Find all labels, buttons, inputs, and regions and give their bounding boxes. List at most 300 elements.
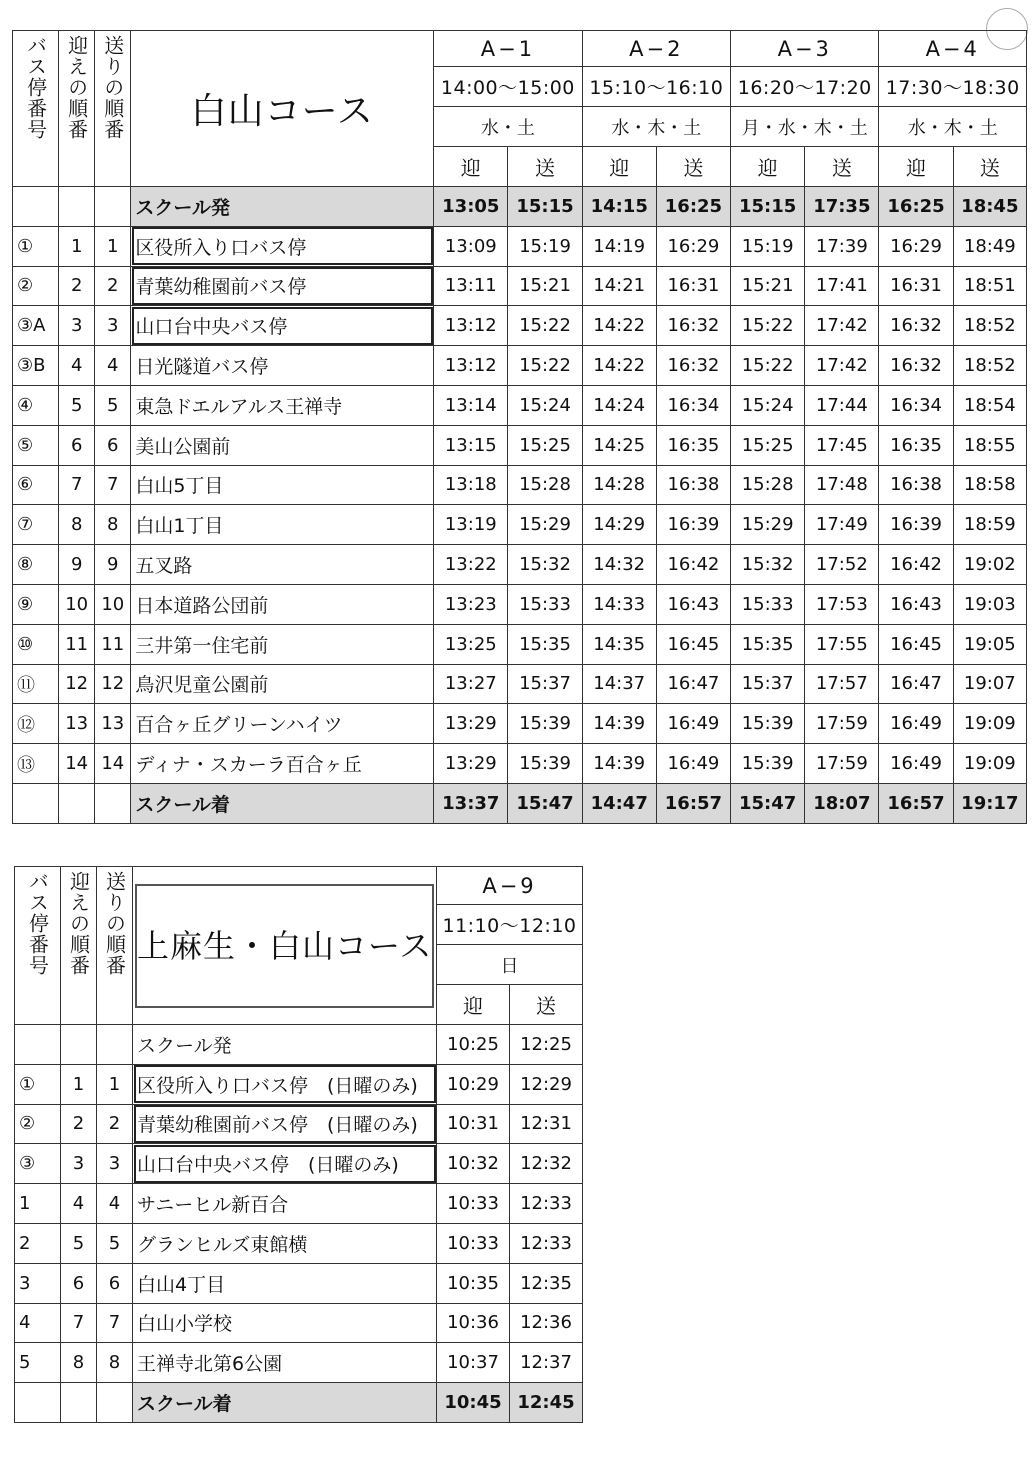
bus-stop-name: 区役所入り口バス停 <box>131 226 434 266</box>
dropoff-time: 15:22 <box>508 306 582 346</box>
bus-stop-number: ⑩ <box>13 624 59 664</box>
bus-stop-number: 5 <box>15 1343 61 1383</box>
dropoff-time: 15:32 <box>508 545 582 585</box>
pickup-time: 13:15 <box>434 425 508 465</box>
dropoff-order: 6 <box>97 1263 133 1303</box>
pickup-order: 3 <box>61 1144 97 1184</box>
run-days-a3: 月・水・木・土 <box>731 107 879 147</box>
dropoff-order: 10 <box>95 584 131 624</box>
dropoff-time: 16:32 <box>656 306 730 346</box>
table-row <box>13 226 1027 266</box>
pickup-header: 迎 <box>879 147 953 187</box>
bus-stop-name: 青葉幼稚園前バス停 <box>131 266 434 306</box>
bus-stop-number: ③ <box>15 1144 61 1184</box>
dropoff-header: 送 <box>656 147 730 187</box>
dropoff-time: 18:54 <box>953 385 1026 425</box>
pickup-order: 2 <box>61 1104 97 1144</box>
pickup-time: 13:25 <box>434 624 508 664</box>
bus-stop-name: サニーヒル新百合 <box>133 1184 437 1224</box>
pickup-time: 15:37 <box>731 664 805 704</box>
arrive-row <box>15 1383 583 1423</box>
depart-time: 12:25 <box>510 1025 583 1065</box>
run-time-a1: 14:00〜15:00 <box>434 67 582 107</box>
arrive-time: 15:47 <box>731 783 805 823</box>
run-days-a2: 水・木・土 <box>582 107 730 147</box>
pickup-time: 14:39 <box>582 704 656 744</box>
arrive-label: スクール着 <box>133 1383 437 1423</box>
dropoff-time: 19:03 <box>953 584 1026 624</box>
dropoff-time: 12:33 <box>510 1184 583 1224</box>
run-time-a9: 11:10〜12:10 <box>437 905 583 945</box>
empty-cell <box>13 783 59 823</box>
bus-stop-name: 山口台中央バス停 <box>131 306 434 346</box>
empty-cell <box>15 1383 61 1423</box>
empty-cell <box>59 187 95 227</box>
dropoff-order: 7 <box>95 465 131 505</box>
header-bus-stop-number: バス停番号 <box>15 867 61 1025</box>
pickup-time: 16:29 <box>879 226 953 266</box>
dropoff-time: 17:52 <box>805 545 879 585</box>
dropoff-time: 16:31 <box>656 266 730 306</box>
bus-stop-name: 白山1丁目 <box>131 505 434 545</box>
pickup-time: 16:32 <box>879 306 953 346</box>
depart-time: 13:05 <box>434 187 508 227</box>
empty-cell <box>97 1025 133 1065</box>
depart-row <box>13 187 1027 227</box>
header-dropoff-order: 送りの順番 <box>95 31 131 187</box>
dropoff-order: 3 <box>95 306 131 346</box>
dropoff-time: 15:39 <box>508 704 582 744</box>
dropoff-time: 15:33 <box>508 584 582 624</box>
dropoff-time: 12:31 <box>510 1104 583 1144</box>
table-row <box>15 1343 583 1383</box>
pickup-time: 15:21 <box>731 266 805 306</box>
pickup-order: 2 <box>59 266 95 306</box>
bus-stop-number: ⑧ <box>13 545 59 585</box>
table-row <box>13 664 1027 704</box>
pickup-time: 13:29 <box>434 704 508 744</box>
shirayama-course-timetable <box>12 30 1027 824</box>
depart-time: 10:25 <box>437 1025 510 1065</box>
pickup-header: 迎 <box>434 147 508 187</box>
dropoff-time: 12:36 <box>510 1303 583 1343</box>
pickup-time: 16:31 <box>879 266 953 306</box>
arrive-time: 13:37 <box>434 783 508 823</box>
pickup-time: 14:28 <box>582 465 656 505</box>
dropoff-order: 1 <box>95 226 131 266</box>
pickup-time: 15:32 <box>731 545 805 585</box>
bus-stop-number: ⑦ <box>13 505 59 545</box>
bus-stop-name: グランヒルズ東館横 <box>133 1223 437 1263</box>
bus-stop-name: 白山5丁目 <box>131 465 434 505</box>
dropoff-time: 17:55 <box>805 624 879 664</box>
dropoff-time: 15:19 <box>508 226 582 266</box>
pickup-time: 15:19 <box>731 226 805 266</box>
bus-stop-name: 山口台中央バス停 (日曜のみ) <box>133 1144 437 1184</box>
table-row <box>13 584 1027 624</box>
course-title: 白山コース <box>131 31 434 187</box>
pickup-time: 10:31 <box>437 1104 510 1144</box>
empty-cell <box>13 187 59 227</box>
table-row <box>15 1104 583 1144</box>
table-row <box>13 425 1027 465</box>
table-row <box>15 1184 583 1224</box>
arrive-time: 16:57 <box>656 783 730 823</box>
bus-stop-number: 4 <box>15 1303 61 1343</box>
dropoff-time: 17:41 <box>805 266 879 306</box>
dropoff-time: 15:28 <box>508 465 582 505</box>
dropoff-time: 16:42 <box>656 545 730 585</box>
header-pickup-order: 迎えの順番 <box>59 31 95 187</box>
pickup-time: 14:37 <box>582 664 656 704</box>
dropoff-time: 17:57 <box>805 664 879 704</box>
pickup-time: 13:27 <box>434 664 508 704</box>
table-row <box>13 505 1027 545</box>
bus-stop-name: 美山公園前 <box>131 425 434 465</box>
pickup-order: 1 <box>59 226 95 266</box>
dropoff-time: 18:52 <box>953 346 1026 386</box>
pickup-order: 8 <box>59 505 95 545</box>
table-row <box>13 545 1027 585</box>
pickup-time: 14:35 <box>582 624 656 664</box>
arrive-time: 19:17 <box>953 783 1026 823</box>
dropoff-time: 17:44 <box>805 385 879 425</box>
dropoff-time: 17:59 <box>805 744 879 784</box>
dropoff-time: 12:33 <box>510 1223 583 1263</box>
dropoff-time: 16:34 <box>656 385 730 425</box>
pickup-time: 13:09 <box>434 226 508 266</box>
depart-time: 15:15 <box>508 187 582 227</box>
dropoff-order: 8 <box>95 505 131 545</box>
dropoff-time: 16:49 <box>656 744 730 784</box>
run-days-a1: 水・土 <box>434 107 582 147</box>
pickup-time: 16:39 <box>879 505 953 545</box>
pickup-time: 15:25 <box>731 425 805 465</box>
bus-stop-number: ⑪ <box>13 664 59 704</box>
arrive-row <box>13 783 1027 823</box>
dropoff-time: 17:42 <box>805 306 879 346</box>
pickup-order: 9 <box>59 545 95 585</box>
dropoff-time: 16:29 <box>656 226 730 266</box>
table-row <box>13 266 1027 306</box>
bus-stop-name: 白山4丁目 <box>133 1263 437 1303</box>
depart-time: 16:25 <box>879 187 953 227</box>
bus-stop-name: 王禅寺北第6公園 <box>133 1343 437 1383</box>
pickup-time: 15:29 <box>731 505 805 545</box>
pickup-time: 13:12 <box>434 346 508 386</box>
pickup-time: 10:33 <box>437 1223 510 1263</box>
empty-cell <box>15 1025 61 1065</box>
dropoff-time: 17:48 <box>805 465 879 505</box>
run-code-a4: A−4 <box>879 31 1027 67</box>
bus-stop-name: 百合ヶ丘グリーンハイツ <box>131 704 434 744</box>
bus-stop-number: ⑫ <box>13 704 59 744</box>
pickup-time: 14:24 <box>582 385 656 425</box>
arrive-time: 15:47 <box>508 783 582 823</box>
dropoff-time: 16:39 <box>656 505 730 545</box>
pickup-time: 14:25 <box>582 425 656 465</box>
dropoff-order: 9 <box>95 545 131 585</box>
pickup-time: 10:32 <box>437 1144 510 1184</box>
dropoff-time: 18:58 <box>953 465 1026 505</box>
dropoff-time: 17:42 <box>805 346 879 386</box>
pickup-header: 迎 <box>582 147 656 187</box>
dropoff-order: 2 <box>97 1104 133 1144</box>
empty-cell <box>97 1383 133 1423</box>
pickup-time: 13:18 <box>434 465 508 505</box>
dropoff-time: 16:49 <box>656 704 730 744</box>
run-code-a3: A−3 <box>731 31 879 67</box>
dropoff-time: 12:29 <box>510 1064 583 1104</box>
pickup-time: 15:22 <box>731 346 805 386</box>
table-row <box>13 385 1027 425</box>
bus-stop-number: ⑥ <box>13 465 59 505</box>
bus-stop-number: ① <box>13 226 59 266</box>
dropoff-time: 19:09 <box>953 744 1026 784</box>
pickup-time: 16:34 <box>879 385 953 425</box>
pickup-order: 8 <box>61 1343 97 1383</box>
kamiasao-shirayama-course-timetable <box>14 866 583 1423</box>
pickup-time: 16:43 <box>879 584 953 624</box>
run-time-a4: 17:30〜18:30 <box>879 67 1027 107</box>
dropoff-time: 16:38 <box>656 465 730 505</box>
bus-stop-number: ③B <box>13 346 59 386</box>
depart-label: スクール発 <box>131 187 434 227</box>
pickup-order: 6 <box>61 1263 97 1303</box>
bus-stop-number: ⑤ <box>13 425 59 465</box>
pickup-time: 16:42 <box>879 545 953 585</box>
empty-cell <box>95 783 131 823</box>
arrive-time: 14:47 <box>582 783 656 823</box>
run-code-a9: A−9 <box>437 867 583 905</box>
dropoff-time: 18:51 <box>953 266 1026 306</box>
pickup-order: 14 <box>59 744 95 784</box>
dropoff-time: 12:32 <box>510 1144 583 1184</box>
dropoff-order: 12 <box>95 664 131 704</box>
pickup-order: 7 <box>59 465 95 505</box>
table-row <box>15 1263 583 1303</box>
dropoff-time: 12:35 <box>510 1263 583 1303</box>
empty-cell <box>61 1383 97 1423</box>
pickup-time: 14:19 <box>582 226 656 266</box>
pickup-time: 10:37 <box>437 1343 510 1383</box>
header-pickup-order: 迎えの順番 <box>61 867 97 1025</box>
dropoff-time: 18:55 <box>953 425 1026 465</box>
bus-stop-name: 日光隧道バス停 <box>131 346 434 386</box>
bus-stop-number: ② <box>15 1104 61 1144</box>
dropoff-order: 4 <box>95 346 131 386</box>
pickup-order: 4 <box>61 1184 97 1224</box>
dropoff-time: 19:02 <box>953 545 1026 585</box>
header-bus-stop-number: バス停番号 <box>13 31 59 187</box>
dropoff-order: 3 <box>97 1144 133 1184</box>
dropoff-time: 15:37 <box>508 664 582 704</box>
dropoff-order: 4 <box>97 1184 133 1224</box>
dropoff-order: 5 <box>95 385 131 425</box>
pickup-time: 14:22 <box>582 346 656 386</box>
dropoff-time: 19:07 <box>953 664 1026 704</box>
bus-stop-name: 区役所入り口バス停 (日曜のみ) <box>133 1064 437 1104</box>
bus-stop-number: ① <box>15 1064 61 1104</box>
dropoff-time: 15:25 <box>508 425 582 465</box>
pickup-time: 10:29 <box>437 1064 510 1104</box>
table-row <box>15 1064 583 1104</box>
dropoff-order: 6 <box>95 425 131 465</box>
dropoff-time: 15:39 <box>508 744 582 784</box>
dropoff-time: 17:53 <box>805 584 879 624</box>
run-time-a2: 15:10〜16:10 <box>582 67 730 107</box>
pickup-time: 15:24 <box>731 385 805 425</box>
table-row <box>13 704 1027 744</box>
depart-time: 14:15 <box>582 187 656 227</box>
depart-time: 17:35 <box>805 187 879 227</box>
pickup-time: 16:35 <box>879 425 953 465</box>
pickup-order: 12 <box>59 664 95 704</box>
dropoff-header: 送 <box>953 147 1026 187</box>
pickup-time: 14:39 <box>582 744 656 784</box>
bus-stop-number: 1 <box>15 1184 61 1224</box>
pickup-time: 13:22 <box>434 545 508 585</box>
dropoff-time: 17:39 <box>805 226 879 266</box>
bus-stop-number: ⑬ <box>13 744 59 784</box>
pickup-time: 10:36 <box>437 1303 510 1343</box>
pickup-time: 14:22 <box>582 306 656 346</box>
run-code-a1: A−1 <box>434 31 582 67</box>
pickup-time: 13:23 <box>434 584 508 624</box>
dropoff-time: 15:35 <box>508 624 582 664</box>
bus-stop-name: ディナ・スカーラ百合ヶ丘 <box>131 744 434 784</box>
dropoff-order: 8 <box>97 1343 133 1383</box>
arrive-time: 10:45 <box>437 1383 510 1423</box>
pickup-header: 迎 <box>437 985 510 1025</box>
depart-time: 15:15 <box>731 187 805 227</box>
pickup-order: 13 <box>59 704 95 744</box>
pickup-time: 15:33 <box>731 584 805 624</box>
dropoff-header: 送 <box>508 147 582 187</box>
bus-stop-number: 2 <box>15 1223 61 1263</box>
arrive-time: 12:45 <box>510 1383 583 1423</box>
pickup-time: 15:39 <box>731 704 805 744</box>
table-row <box>13 624 1027 664</box>
dropoff-time: 16:43 <box>656 584 730 624</box>
pickup-time: 13:29 <box>434 744 508 784</box>
pickup-time: 15:39 <box>731 744 805 784</box>
dropoff-order: 13 <box>95 704 131 744</box>
dropoff-time: 19:05 <box>953 624 1026 664</box>
bus-stop-number: ② <box>13 266 59 306</box>
table-row <box>13 306 1027 346</box>
bus-stop-name: 日本道路公団前 <box>131 584 434 624</box>
arrive-time: 18:07 <box>805 783 879 823</box>
pickup-time: 16:49 <box>879 704 953 744</box>
pickup-time: 14:32 <box>582 545 656 585</box>
dropoff-time: 16:32 <box>656 346 730 386</box>
dropoff-order: 5 <box>97 1223 133 1263</box>
dropoff-time: 15:29 <box>508 505 582 545</box>
empty-cell <box>59 783 95 823</box>
bus-stop-name: 三井第一住宅前 <box>131 624 434 664</box>
bus-stop-number: ③A <box>13 306 59 346</box>
pickup-time: 14:33 <box>582 584 656 624</box>
pickup-time: 16:32 <box>879 346 953 386</box>
bus-stop-name: 白山小学校 <box>133 1303 437 1343</box>
dropoff-time: 17:49 <box>805 505 879 545</box>
dropoff-order: 2 <box>95 266 131 306</box>
depart-row <box>15 1025 583 1065</box>
pickup-time: 15:35 <box>731 624 805 664</box>
depart-time: 16:25 <box>656 187 730 227</box>
pickup-time: 16:47 <box>879 664 953 704</box>
pickup-order: 1 <box>61 1064 97 1104</box>
pickup-order: 5 <box>61 1223 97 1263</box>
pickup-time: 10:35 <box>437 1263 510 1303</box>
pickup-order: 3 <box>59 306 95 346</box>
bus-stop-name: 東急ドエルアルス王禅寺 <box>131 385 434 425</box>
pickup-time: 13:12 <box>434 306 508 346</box>
pickup-time: 16:38 <box>879 465 953 505</box>
bus-stop-number: 3 <box>15 1263 61 1303</box>
arrive-time: 16:57 <box>879 783 953 823</box>
pickup-time: 13:14 <box>434 385 508 425</box>
table-row <box>15 1223 583 1263</box>
dropoff-time: 15:22 <box>508 346 582 386</box>
table-row <box>13 465 1027 505</box>
dropoff-order: 7 <box>97 1303 133 1343</box>
dropoff-time: 16:47 <box>656 664 730 704</box>
dropoff-time: 16:45 <box>656 624 730 664</box>
pickup-time: 15:28 <box>731 465 805 505</box>
run-code-a2: A−2 <box>582 31 730 67</box>
pickup-order: 5 <box>59 385 95 425</box>
table-row <box>15 1144 583 1184</box>
dropoff-time: 18:59 <box>953 505 1026 545</box>
pickup-order: 7 <box>61 1303 97 1343</box>
pickup-header: 迎 <box>731 147 805 187</box>
dropoff-order: 11 <box>95 624 131 664</box>
dropoff-order: 1 <box>97 1064 133 1104</box>
pickup-time: 13:19 <box>434 505 508 545</box>
pickup-time: 16:45 <box>879 624 953 664</box>
run-time-a3: 16:20〜17:20 <box>731 67 879 107</box>
bus-stop-name: 鳥沢児童公園前 <box>131 664 434 704</box>
pickup-time: 14:29 <box>582 505 656 545</box>
bus-stop-name: 青葉幼稚園前バス停 (日曜のみ) <box>133 1104 437 1144</box>
pickup-order: 6 <box>59 425 95 465</box>
empty-cell <box>61 1025 97 1065</box>
dropoff-time: 17:45 <box>805 425 879 465</box>
depart-time: 18:45 <box>953 187 1026 227</box>
table-row <box>13 744 1027 784</box>
pickup-order: 11 <box>59 624 95 664</box>
bus-stop-number: ⑨ <box>13 584 59 624</box>
dropoff-order: 14 <box>95 744 131 784</box>
pickup-order: 4 <box>59 346 95 386</box>
dropoff-time: 18:49 <box>953 226 1026 266</box>
table-row <box>15 1303 583 1343</box>
pickup-time: 16:49 <box>879 744 953 784</box>
run-days-a9: 日 <box>437 945 583 985</box>
run-days-a4: 水・木・土 <box>879 107 1027 147</box>
dropoff-time: 18:52 <box>953 306 1026 346</box>
pickup-order: 10 <box>59 584 95 624</box>
arrive-label: スクール着 <box>131 783 434 823</box>
table-row <box>13 346 1027 386</box>
dropoff-time: 19:09 <box>953 704 1026 744</box>
dropoff-time: 12:37 <box>510 1343 583 1383</box>
depart-label: スクール発 <box>133 1025 437 1065</box>
dropoff-time: 15:21 <box>508 266 582 306</box>
header-dropoff-order: 送りの順番 <box>97 867 133 1025</box>
